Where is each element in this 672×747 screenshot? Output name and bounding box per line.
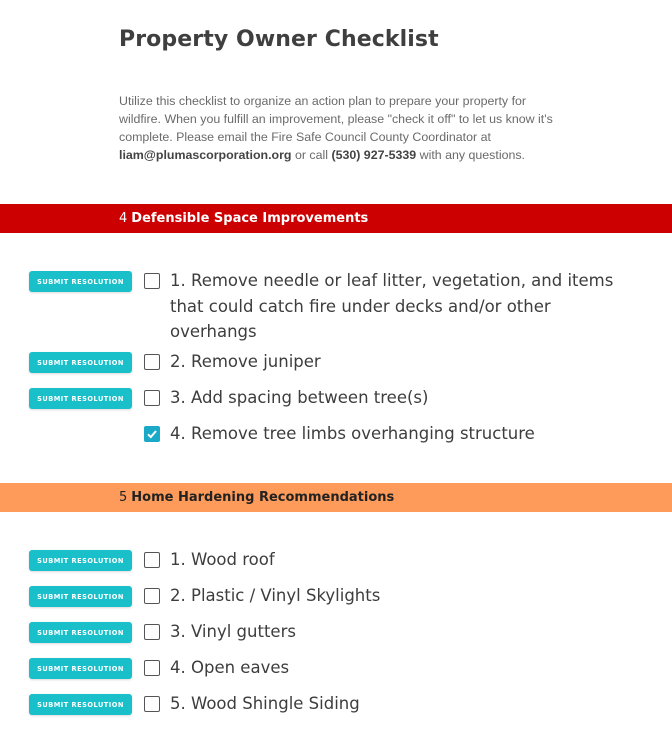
item-label: 2. Remove juniper bbox=[170, 352, 321, 371]
item-checkbox[interactable] bbox=[144, 696, 160, 712]
item-label: 5. Wood Shingle Siding bbox=[170, 694, 360, 713]
submit-resolution-button[interactable]: SUBMIT RESOLUTION bbox=[29, 694, 132, 715]
item-checkbox[interactable] bbox=[144, 273, 160, 289]
item-checkbox[interactable] bbox=[144, 552, 160, 568]
section-title: Home Hardening Recommendations bbox=[131, 490, 395, 505]
item-checkbox[interactable] bbox=[144, 354, 160, 370]
submit-resolution-button[interactable]: SUBMIT RESOLUTION bbox=[29, 271, 132, 292]
contact-email: liam@plumascorporation.org bbox=[119, 148, 292, 162]
submit-resolution-button[interactable]: SUBMIT RESOLUTION bbox=[29, 388, 132, 409]
intro-text bbox=[119, 92, 559, 164]
submit-resolution-button[interactable]: SUBMIT RESOLUTION bbox=[29, 586, 132, 607]
section-header-home-hardening bbox=[0, 483, 672, 512]
item-label: 4. Open eaves bbox=[170, 658, 290, 677]
intro-text-part: with any questions. bbox=[416, 148, 525, 162]
page-title: Property Owner Checklist bbox=[119, 27, 439, 52]
item-checkbox[interactable] bbox=[144, 624, 160, 640]
item-label: 2. Plastic / Vinyl Skylights bbox=[170, 586, 381, 605]
section-number: 4 bbox=[119, 211, 128, 226]
item-label: 4. Remove tree limbs overhanging structure bbox=[170, 424, 535, 443]
item-label: 3. Vinyl gutters bbox=[170, 622, 296, 641]
item-label: 1. Wood roof bbox=[170, 550, 275, 569]
section-number: 5 bbox=[119, 490, 128, 505]
submit-resolution-button[interactable]: SUBMIT RESOLUTION bbox=[29, 352, 132, 373]
section-title: Defensible Space Improvements bbox=[131, 211, 369, 226]
intro-text-part: Utilize this checklist to organize an action plan to prepare your property for wildfire. When you fulfill an improvement, please "check it off" to let us know it's complete. Please email the Fire Safe Council County Coordinator at bbox=[119, 94, 553, 144]
checkmark-icon bbox=[146, 428, 158, 440]
item-label: 3. Add spacing between tree(s) bbox=[170, 388, 429, 407]
submit-resolution-button[interactable]: SUBMIT RESOLUTION bbox=[29, 658, 132, 679]
item-label: 1. Remove needle or leaf litter, vegetation, and items that could catch fire under decks and/or other overhangs bbox=[170, 271, 614, 341]
submit-resolution-button[interactable]: SUBMIT RESOLUTION bbox=[29, 622, 132, 643]
item-checkbox-checked[interactable] bbox=[144, 426, 160, 442]
contact-phone: (530) 927-5339 bbox=[331, 148, 417, 162]
item-checkbox[interactable] bbox=[144, 588, 160, 604]
item-checkbox[interactable] bbox=[144, 390, 160, 406]
section-header-defensible-space bbox=[0, 204, 672, 233]
intro-text-part: or call bbox=[291, 148, 332, 162]
item-checkbox[interactable] bbox=[144, 660, 160, 676]
submit-resolution-button[interactable]: SUBMIT RESOLUTION bbox=[29, 550, 132, 571]
